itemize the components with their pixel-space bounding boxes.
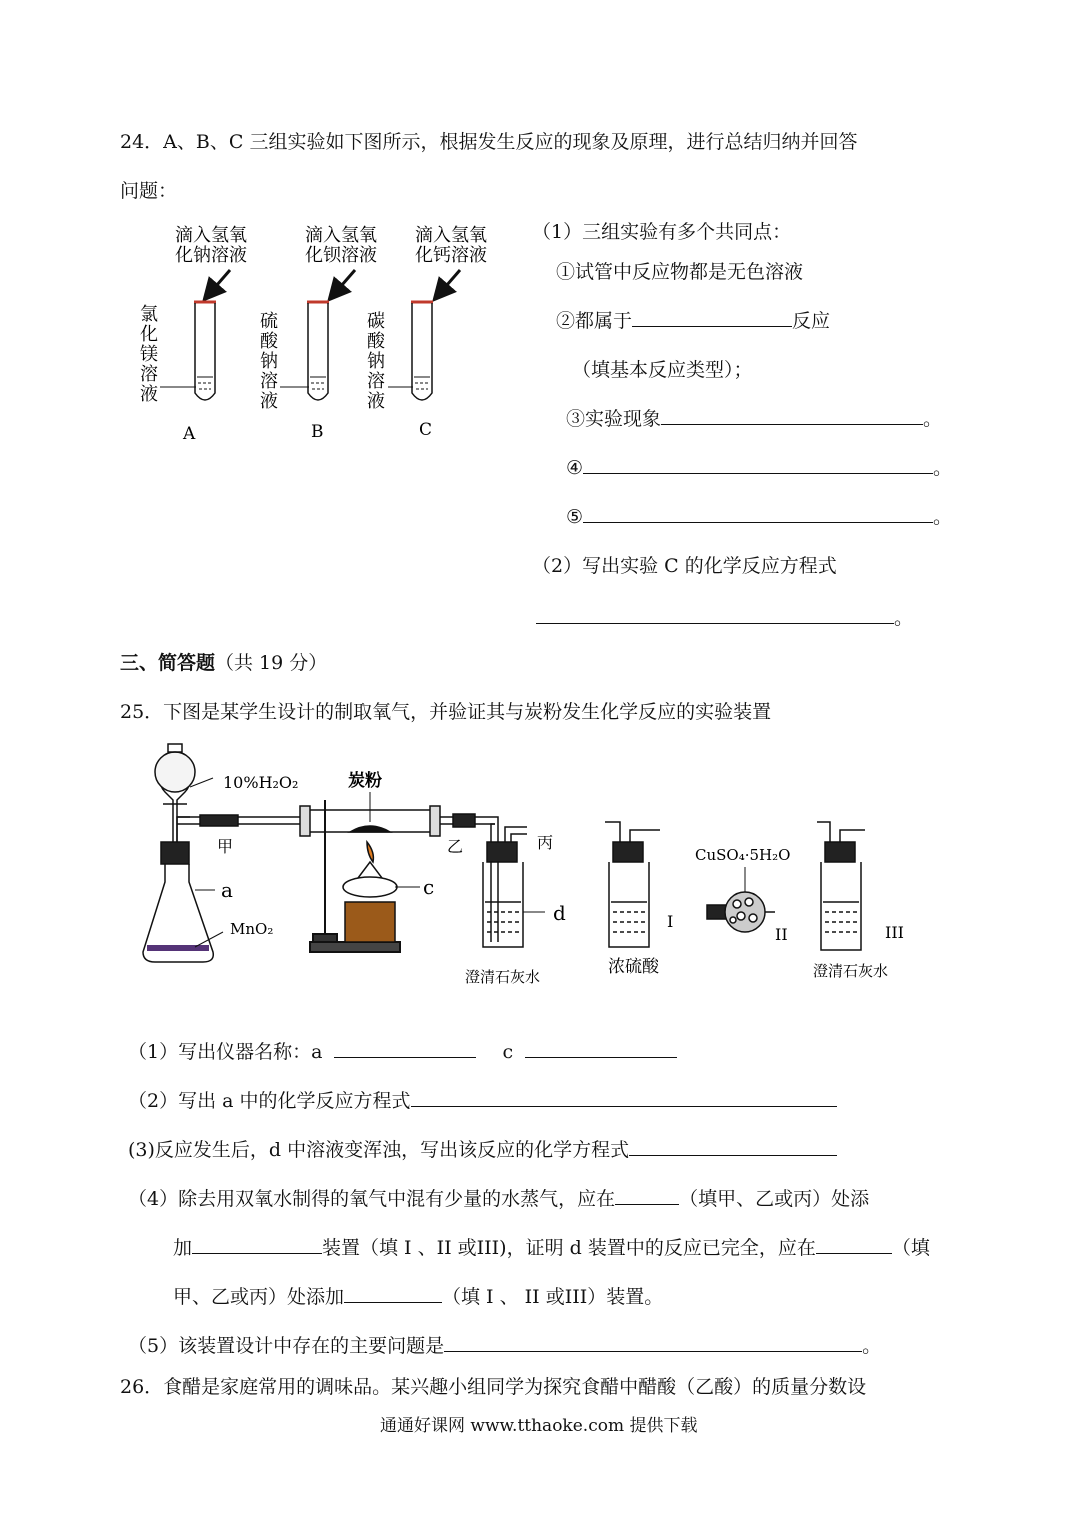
blank-design-problem[interactable] xyxy=(444,1333,862,1352)
svg-text:硫: 硫 xyxy=(260,311,278,332)
q26-intro: 26．食醋是家庭常用的调味品。某兴趣小组同学为探究食醋中醋酸（乙酸）的质量分数设 xyxy=(120,1376,867,1398)
separatory-funnel xyxy=(155,744,195,842)
q25-q3: (3)反应发生后，d 中溶液变浑浊，写出该反应的化学方程式 xyxy=(128,1135,837,1162)
q24-intro-line1: 24．A、B、C 三组实验如下图所示，根据发生反应的现象及原理，进行总结归纳并回答 xyxy=(120,131,858,153)
q24-p1-item2: ②都属于 反应 xyxy=(556,310,831,332)
bottle-i xyxy=(605,822,660,947)
blank-equation-d[interactable] xyxy=(629,1137,837,1156)
tube-b xyxy=(280,302,329,400)
blank-common-point-5[interactable] xyxy=(583,504,933,523)
label-roman-1: I xyxy=(667,912,674,931)
label-bing: 丙 xyxy=(537,833,554,852)
label-carbon: 炭粉 xyxy=(348,771,382,791)
drop-label-b-2: 化钡溶液 xyxy=(305,245,377,266)
tube-c-solution-label xyxy=(367,311,386,412)
tube-label-c: C xyxy=(419,420,433,440)
section3-heading: 三、简答题（共 19 分） xyxy=(120,652,328,674)
label-sulfuric: 浓硫酸 xyxy=(608,957,659,977)
q25-q1: （1）写出仪器名称：a c xyxy=(128,1037,677,1064)
drop-label-a-2: 化钠溶液 xyxy=(175,245,247,266)
tube-label-a: A xyxy=(183,424,196,444)
svg-text:液: 液 xyxy=(260,391,278,412)
label-limewater-1: 澄清石灰水 xyxy=(465,968,541,986)
label-cuso4: CuSO₄·5H₂O xyxy=(695,846,791,864)
page-footer: 通通好课网 www.tthaoke.com 提供下载 xyxy=(380,1416,698,1436)
q24-p1-item5: ⑤ 。 xyxy=(566,506,953,528)
svg-text:氯: 氯 xyxy=(140,304,158,325)
q24-p1-item2-note: （填基本反应类型）； xyxy=(572,359,753,381)
q25-q2: （2）写出 a 中的化学反应方程式 xyxy=(128,1086,837,1113)
blank-position-1[interactable] xyxy=(615,1186,679,1205)
label-jia: 甲 xyxy=(217,837,234,856)
tube-a-solution-label xyxy=(140,304,158,405)
drop-label-a-1: 滴入氢氧 xyxy=(175,225,247,246)
label-limewater-2: 澄清石灰水 xyxy=(813,962,889,980)
blank-reaction-type[interactable] xyxy=(632,308,792,327)
blank-instrument-c[interactable] xyxy=(525,1039,677,1058)
tube-c xyxy=(388,302,433,400)
svg-text:钠: 钠 xyxy=(260,351,278,372)
q24-p1-item4: ④ 。 xyxy=(566,457,953,479)
q24-p2-answer: 。 xyxy=(536,603,913,630)
bottle-d xyxy=(483,827,527,947)
drop-label-c-2: 化钙溶液 xyxy=(415,245,487,266)
svg-text:酸: 酸 xyxy=(260,331,278,352)
q25-q5: （5）该装置设计中存在的主要问题是 。 xyxy=(128,1335,882,1357)
svg-text:酸: 酸 xyxy=(367,331,385,352)
blank-common-point-4[interactable] xyxy=(583,455,933,474)
svg-text:溶: 溶 xyxy=(367,371,385,392)
label-roman-2: II xyxy=(775,925,788,944)
blank-instrument-a[interactable] xyxy=(334,1039,476,1058)
svg-text:镁: 镁 xyxy=(140,344,158,365)
svg-text:碳: 碳 xyxy=(367,311,385,332)
q25-q4-line1: （4）除去用双氧水制得的氧气中混有少量的水蒸气，应在 （填甲、乙或丙）处添 xyxy=(128,1188,870,1210)
bottle-iii xyxy=(817,822,865,950)
tube-a xyxy=(160,302,216,400)
q24-test-tubes-diagram xyxy=(130,215,530,455)
label-a: a xyxy=(221,878,233,902)
svg-text:液: 液 xyxy=(367,391,385,412)
drop-label-b-1: 滴入氢氧 xyxy=(305,225,377,246)
q24-p1-title: （1）三组实验有多个共同点： xyxy=(532,221,792,243)
label-c: c xyxy=(423,875,435,899)
label-yi: 乙 xyxy=(447,837,464,856)
blank-equation-c[interactable] xyxy=(536,605,894,624)
q24-p1-item3: ③实验现象 。 xyxy=(566,408,943,430)
svg-text:溶: 溶 xyxy=(140,364,158,385)
svg-text:溶: 溶 xyxy=(260,371,278,392)
svg-text:钠: 钠 xyxy=(367,351,385,372)
blank-equation-a[interactable] xyxy=(411,1088,837,1107)
q24-p1-item1: ①试管中反应物都是无色溶液 xyxy=(556,261,804,283)
label-mno2: MnO₂ xyxy=(230,920,274,938)
svg-text:液: 液 xyxy=(140,384,158,405)
q25-apparatus-diagram xyxy=(135,742,935,992)
tube-b-solution-label xyxy=(260,311,279,412)
svg-text:化: 化 xyxy=(140,324,158,345)
blank-phenomenon[interactable] xyxy=(661,406,923,425)
blank-position-2[interactable] xyxy=(816,1235,892,1254)
q25-intro: 25．下图是某学生设计的制取氧气，并验证其与炭粉发生化学反应的实验装置 xyxy=(120,701,772,723)
q24-intro-line2: 问题： xyxy=(120,180,178,202)
blank-device-1[interactable] xyxy=(192,1235,322,1254)
q25-q4-line2: 加 装置（填 I 、II 或III)，证明 d 装置中的反应已完全，应在 （填 xyxy=(173,1237,930,1259)
tube-label-b: B xyxy=(311,422,324,442)
label-d: d xyxy=(553,901,566,925)
blank-device-2[interactable] xyxy=(344,1284,442,1303)
q25-q4-line3: 甲、乙或丙）处添加 （填 I 、 II 或III）装置。 xyxy=(173,1286,664,1308)
drying-tube-ii xyxy=(707,892,775,932)
q24-p2-title: （2）写出实验 C 的化学反应方程式 xyxy=(532,555,837,577)
drop-label-c-1: 滴入氢氧 xyxy=(415,225,487,246)
label-roman-3: III xyxy=(885,923,904,942)
label-h2o2: 10%H₂O₂ xyxy=(223,773,299,792)
